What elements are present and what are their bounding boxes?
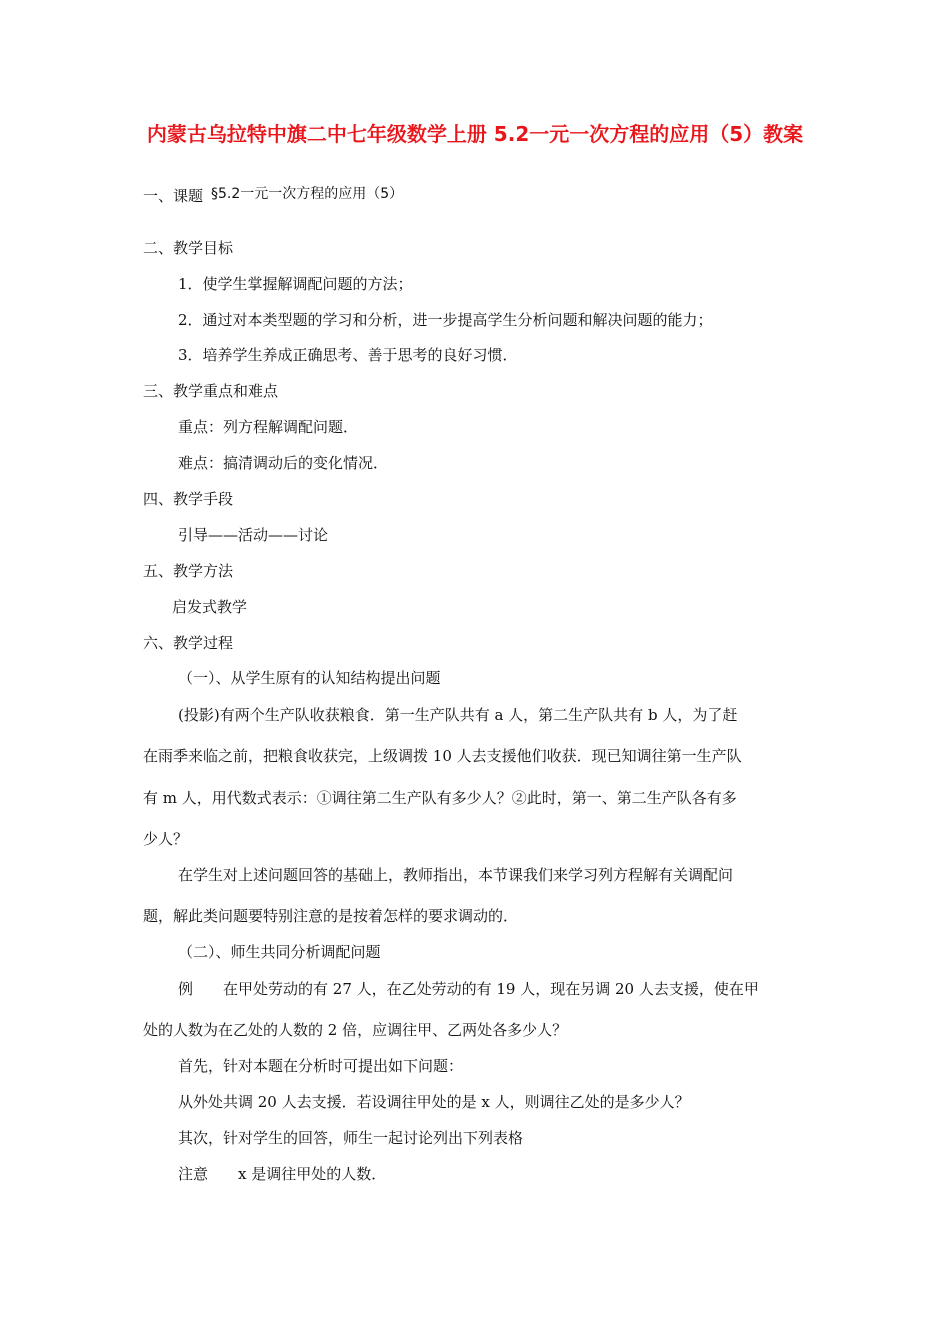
paragraph-line: 在学生对上述问题回答的基础上，教师指出，本节课我们来学习列方程解有关调配问 xyxy=(178,866,734,884)
analysis-question: 从外处共调 20 人去支援．若设调往甲处的是 x 人，则调往乙处的是多少人？ xyxy=(178,1093,690,1111)
note-line: 注意 x 是调往甲处的人数． xyxy=(178,1165,387,1183)
paragraph-line: (投影)有两个生产队收获粮食．第一生产队共有 a 人，第二生产队共有 b 人，为了赶 xyxy=(178,706,738,724)
section-1-heading: 一、课题 xyxy=(143,187,204,205)
process-part-1-heading: （一）、从学生原有的认知结构提出问题 xyxy=(178,669,441,687)
objective-item-2: 2．通过对本类型题的学习和分析，进一步提高学生分析问题和解决问题的能力； xyxy=(178,311,713,329)
paragraph-line: 少人？ xyxy=(143,830,189,848)
paragraph-line: 有 m 人，用代数式表示：①调往第二生产队有多少人？②此时，第一、第二生产队各有多 xyxy=(143,789,737,807)
course-topic: §5.2一元一次方程的应用（5） xyxy=(211,186,404,202)
section-2-heading: 二、教学目标 xyxy=(143,239,234,257)
teaching-method: 启发式教学 xyxy=(172,598,248,616)
analysis-first: 首先，针对本题在分析时可提出如下问题： xyxy=(178,1057,464,1075)
paragraph-line: 在雨季来临之前，把粮食收获完，上级调拨 10 人去支援他们收获．现已知调往第一生产队 xyxy=(143,747,742,765)
document-title: 内蒙古乌拉特中旗二中七年级数学上册 5.2一元一次方程的应用（5）教案 xyxy=(146,122,804,146)
section-1-row xyxy=(143,186,403,207)
section-6-heading: 六、教学过程 xyxy=(143,634,234,652)
teaching-means: 引导——活动——讨论 xyxy=(178,526,329,544)
objective-item-1: 1．使学生掌握解调配问题的方法； xyxy=(178,275,413,293)
key-point: 重点：列方程解调配问题． xyxy=(178,418,359,436)
difficult-point: 难点：搞清调动后的变化情况． xyxy=(178,454,389,472)
analysis-second: 其次，针对学生的回答，师生一起讨论列出下列表格 xyxy=(178,1129,524,1147)
section-4-heading: 四、教学手段 xyxy=(143,490,234,508)
section-5-heading: 五、教学方法 xyxy=(143,562,234,580)
paragraph-line: 题，解此类问题要特别注意的是按着怎样的要求调动的． xyxy=(143,907,519,925)
section-3-heading: 三、教学重点和难点 xyxy=(143,382,279,400)
process-part-2-heading: （二）、师生共同分析调配问题 xyxy=(178,943,381,961)
objective-item-3: 3．培养学生养成正确思考、善于思考的良好习惯． xyxy=(178,346,518,364)
example-line: 处的人数为在乙处的人数的 2 倍，应调往甲、乙两处各多少人？ xyxy=(143,1021,568,1039)
example-line: 例 在甲处劳动的有 27 人，在乙处劳动的有 19 人，现在另调 20 人去支援，使在甲 xyxy=(178,980,759,998)
